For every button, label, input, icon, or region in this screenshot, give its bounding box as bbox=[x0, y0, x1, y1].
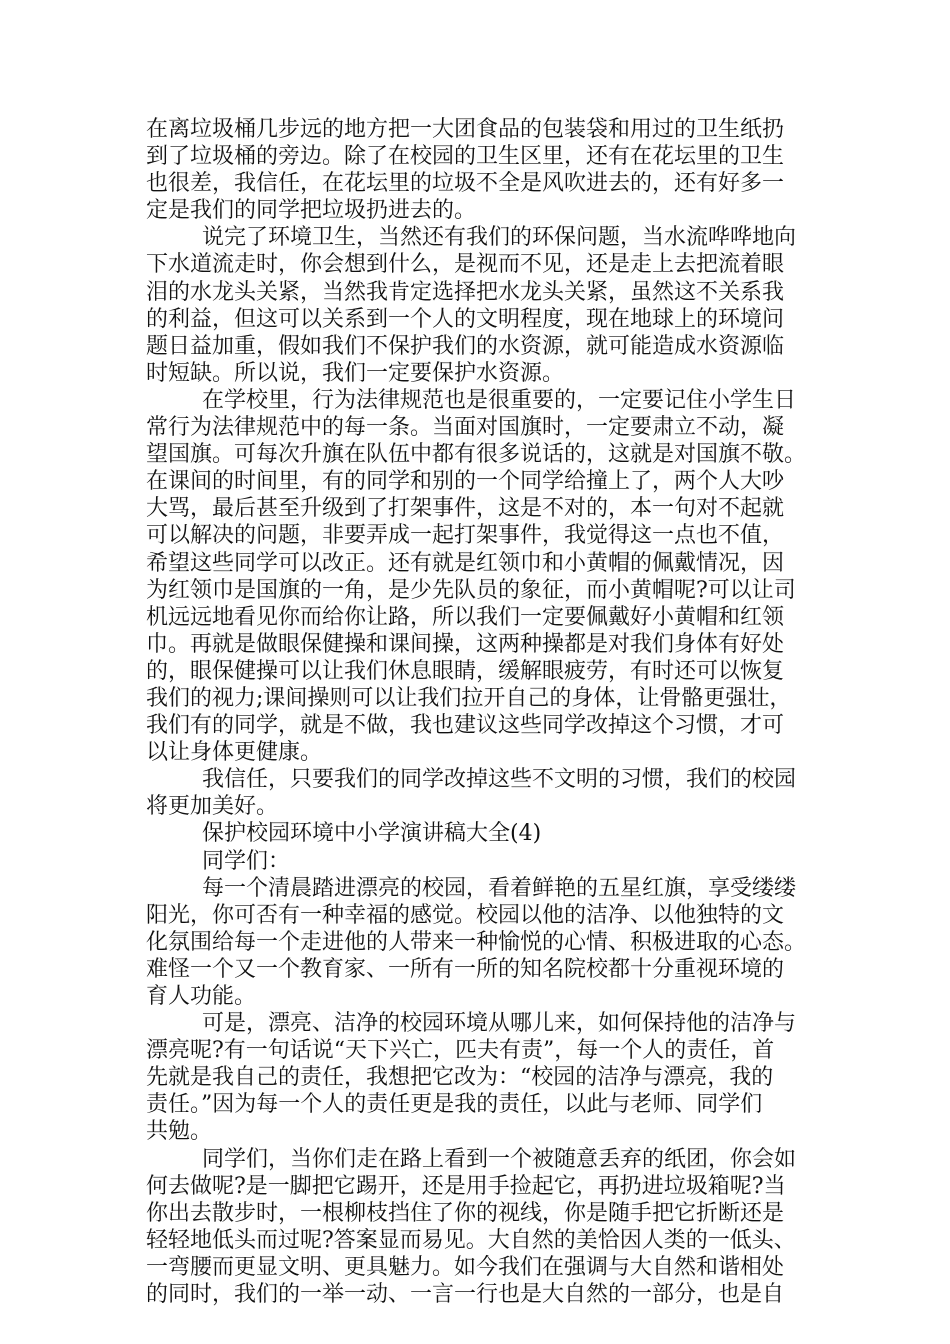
text-line: 的，眼保健操可以让我们休息眼睛，缓解眼疲劳，有时还可以恢复 bbox=[146, 658, 785, 684]
text-line: 我们有的同学，就是不做，我也建议这些同学改掉这个习惯，才可 bbox=[146, 713, 785, 739]
text-line: 可是，漂亮、洁净的校园环境从哪儿来，如何保持他的洁净与 bbox=[202, 1011, 797, 1037]
text-line: 为红领巾是国旗的一角，是少先队员的象征，而小黄帽呢?可以让司 bbox=[146, 577, 796, 603]
text-line: 可以解决的问题，非要弄成一起打架事件，我觉得这一点也不值， bbox=[146, 523, 785, 549]
body-text bbox=[146, 116, 818, 1308]
text-line: 难怪一个又一个教育家、一所有一所的知名院校都十分重视环境的 bbox=[146, 956, 785, 982]
text-line: 你出去散步时，一根柳枝挡住了你的视线，你是随手把它折断还是 bbox=[146, 1200, 785, 1226]
text-line: 的利益，但这可以关系到一个人的文明程度，现在地球上的环境问 bbox=[146, 306, 785, 332]
text-line: 希望这些同学可以改正。还有就是红领巾和小黄帽的佩戴情况，因 bbox=[146, 550, 785, 576]
text-line: 每一个清晨踏进漂亮的校园，看着鲜艳的五星红旗，享受缕缕 bbox=[202, 875, 797, 901]
text-line: 时短缺。所以说，我们一定要保护水资源。 bbox=[146, 360, 565, 386]
text-line: 同学们，当你们走在路上看到一个被随意丢弃的纸团，你会如 bbox=[202, 1146, 797, 1172]
text-line: 共勉。 bbox=[146, 1119, 213, 1145]
text-line: 说完了环境卫生，当然还有我们的环保问题，当水流哗哗地向 bbox=[202, 225, 797, 251]
text-line: 下水道流走时，你会想到什么，是视而不见，还是走上去把流着眼 bbox=[146, 252, 785, 278]
text-line: 育人功能。 bbox=[146, 984, 257, 1009]
text-line: 在学校里，行为法律规范也是很重要的，一定要记住小学生日 bbox=[202, 387, 797, 413]
text-line: 常行为法律规范中的每一条。当面对国旗时，一定要肃立不动，凝 bbox=[146, 415, 785, 441]
text-line: 阳光，你可否有一种幸福的感觉。校园以他的洁净、以他独特的文 bbox=[146, 902, 785, 928]
text-line: 将更加美好。 bbox=[146, 794, 279, 820]
text-line: 在课间的时间里，有的同学和别的一个同学给撞上了，两个人大吵 bbox=[146, 469, 785, 495]
text-line: 何去做呢?是一脚把它踢开，还是用手捡起它，再扔进垃圾箱呢?当 bbox=[146, 1173, 786, 1199]
text-line: 机远远地看见你而给你让路，所以我们一定要佩戴好小黄帽和红领 bbox=[146, 604, 785, 630]
text-line: 同学们： bbox=[202, 848, 291, 874]
text-line: 定是我们的同学把垃圾扔进去的。 bbox=[146, 198, 477, 224]
text-line: 的同时，我们的一举一动、一言一行也是大自然的一部分，也是自 bbox=[146, 1282, 785, 1308]
text-line: 我们的视力;课间操则可以让我们拉开自己的身体，让骨骼更强壮， bbox=[146, 685, 792, 711]
text-line: 化氛围给每一个走进他的人带来一种愉悦的心情、积极进取的心态。 bbox=[146, 929, 807, 955]
text-line: 保护校园环境中小学演讲稿大全(4) bbox=[202, 821, 542, 847]
text-line: 先就是我自己的责任，我想把它改为：“校园的洁净与漂亮，我的 bbox=[146, 1065, 774, 1091]
text-line: 我信任，只要我们的同学改掉这些不文明的习惯，我们的校园 bbox=[202, 767, 797, 793]
text-line: 大骂，最后甚至升级到了打架事件，这是不对的，本一句对不起就 bbox=[146, 496, 785, 522]
text-line: 泪的水龙头关紧，当然我肯定选择把水龙头关紧，虽然这不关系我 bbox=[146, 279, 785, 305]
text-line: 题日益加重，假如我们不保护我们的水资源，就可能造成水资源临 bbox=[146, 333, 785, 359]
text-line: 巾。再就是做眼保健操和课间操，这两种操都是对我们身体有好处 bbox=[146, 631, 785, 657]
text-line: 轻轻地低头而过呢?答案显而易见。大自然的美恰因人类的一低头、 bbox=[146, 1227, 796, 1253]
text-line: 一弯腰而更显文明、更具魅力。如今我们在强调与大自然和谐相处 bbox=[146, 1254, 785, 1280]
text-line: 望国旗。可每次升旗在队伍中都有很多说话的，这就是对国旗不敬。 bbox=[146, 442, 807, 468]
text-line: 到了垃圾桶的旁边。除了在校园的卫生区里，还有在花坛里的卫生 bbox=[146, 144, 785, 170]
text-line: 责任。”因为每一个人的责任更是我的责任，以此与老师、同学们 bbox=[146, 1092, 763, 1118]
text-line: 也很差，我信任，在花坛里的垃圾不全是风吹进去的，还有好多一 bbox=[146, 171, 785, 197]
text-line: 以让身体更健康。 bbox=[146, 740, 323, 766]
text-line: 在离垃圾桶几步远的地方把一大团食品的包装袋和用过的卫生纸扔 bbox=[146, 117, 785, 142]
text-line: 漂亮呢?有一句话说“天下兴亡，匹夫有责”，每一个人的责任，首 bbox=[146, 1038, 775, 1064]
